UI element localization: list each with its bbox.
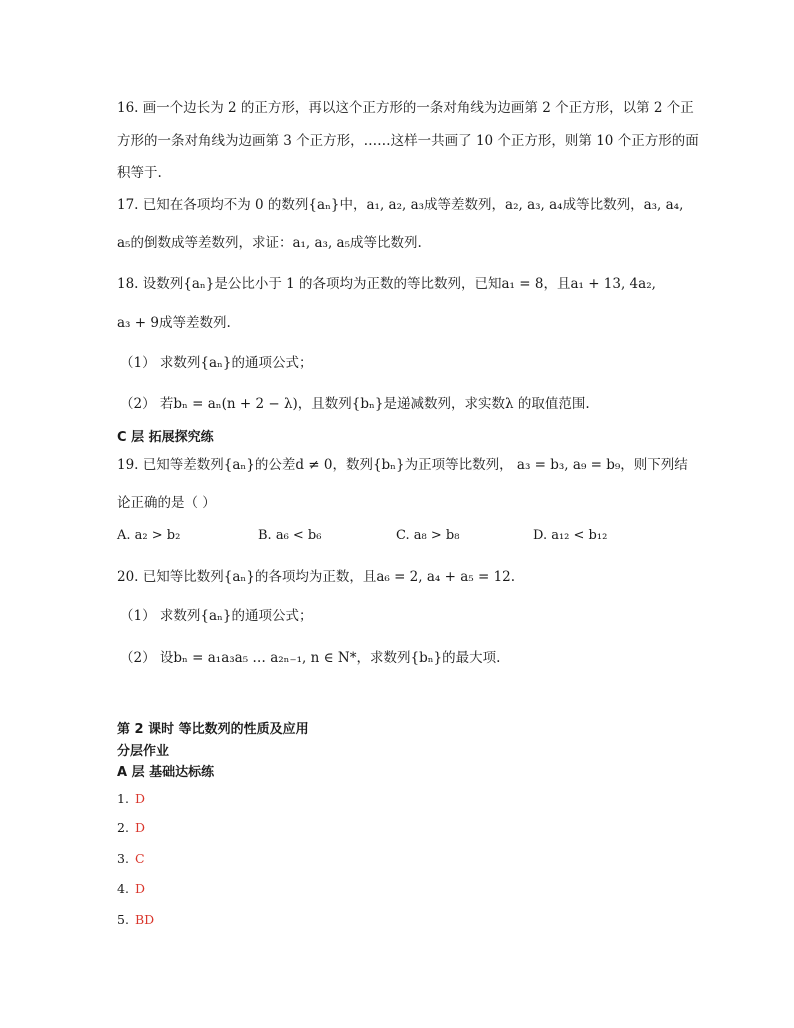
answer-number: 2. [117,820,129,835]
answer-number: 5. [117,912,129,927]
answer-value: BD [134,912,155,927]
problem-19-option-d: D. a₁₂ < b₁₂ [533,528,608,543]
problem-19-line2: 论正确的是（ ） [117,495,216,511]
answer-item [117,819,145,837]
section-a-heading: A 层 基础达标练 [117,765,215,780]
problem-16-line1: 16. 画一个边长为 2 的正方形，再以这个正方形的一条对角线为边画第 2 个正方形，以第 2 个正 [117,100,694,116]
problem-19-option-a: A. a₂ > b₂ [117,528,181,543]
answer-number: 4. [117,881,129,896]
answer-value: D [134,881,145,896]
answer-item [117,850,145,868]
answer-item [117,880,145,898]
problem-16-line2: 方形的一条对角线为边画第 3 个正方形，……这样一共画了 10 个正方形，则第 10 个正方形的面 [117,133,699,149]
problem-20-line1: 20. 已知等比数列{aₙ}的各项均为正数，且a₆ = 2, a₄ + a₅ = 12. [117,569,516,585]
problem-18-line2: a₃ + 9成等差数列. [117,315,231,331]
problem-18-line1: 18. 设数列{aₙ}是公比小于 1 的各项均为正数的等比数列，已知a₁ = 8，且a₁ + 13, 4a₂, [117,276,656,292]
homework-title: 分层作业 [117,744,170,759]
problem-18-part1: （1） 求数列{aₙ}的通项公式； [120,355,313,371]
answer-item [117,911,154,929]
answer-value: D [134,791,145,806]
problem-17-line2: a₅的倒数成等差数列，求证：a₁, a₃, a₅成等比数列. [117,235,422,251]
lesson-title: 第 2 课时 等比数列的性质及应用 [117,722,309,737]
answer-value: C [134,851,145,866]
problem-19-option-c: C. a₈ > b₈ [396,528,460,543]
answer-number: 3. [117,851,129,866]
problem-20-part1: （1） 求数列{aₙ}的通项公式； [120,608,313,624]
problem-19-option-b: B. a₆ < b₆ [258,528,322,543]
answer-item [117,790,145,808]
problem-19-line1: 19. 已知等差数列{aₙ}的公差d ≠ 0，数列{bₙ}为正项等比数列， a₃ = b₃, a₉ = b₉，则下列结 [117,457,688,473]
answer-number: 1. [117,791,129,806]
section-c-heading: C 层 拓展探究练 [117,430,214,445]
problem-16-line3: 积等于. [117,165,162,181]
problem-18-part2: （2） 若bₙ = aₙ(n + 2 − λ)，且数列{bₙ}是递减数列，求实数λ 的取值范围. [120,396,590,412]
problem-20-part2: （2） 设bₙ = a₁a₃a₅ … a₂ₙ₋₁, n ∈ N*，求数列{bₙ}的最大项. [120,650,501,666]
answer-value: D [134,820,145,835]
problem-17-line1: 17. 已知在各项均不为 0 的数列{aₙ}中，a₁, a₂, a₃成等差数列，a₂, a₃, a₄成等比数列，a₃, a₄, [117,197,684,213]
